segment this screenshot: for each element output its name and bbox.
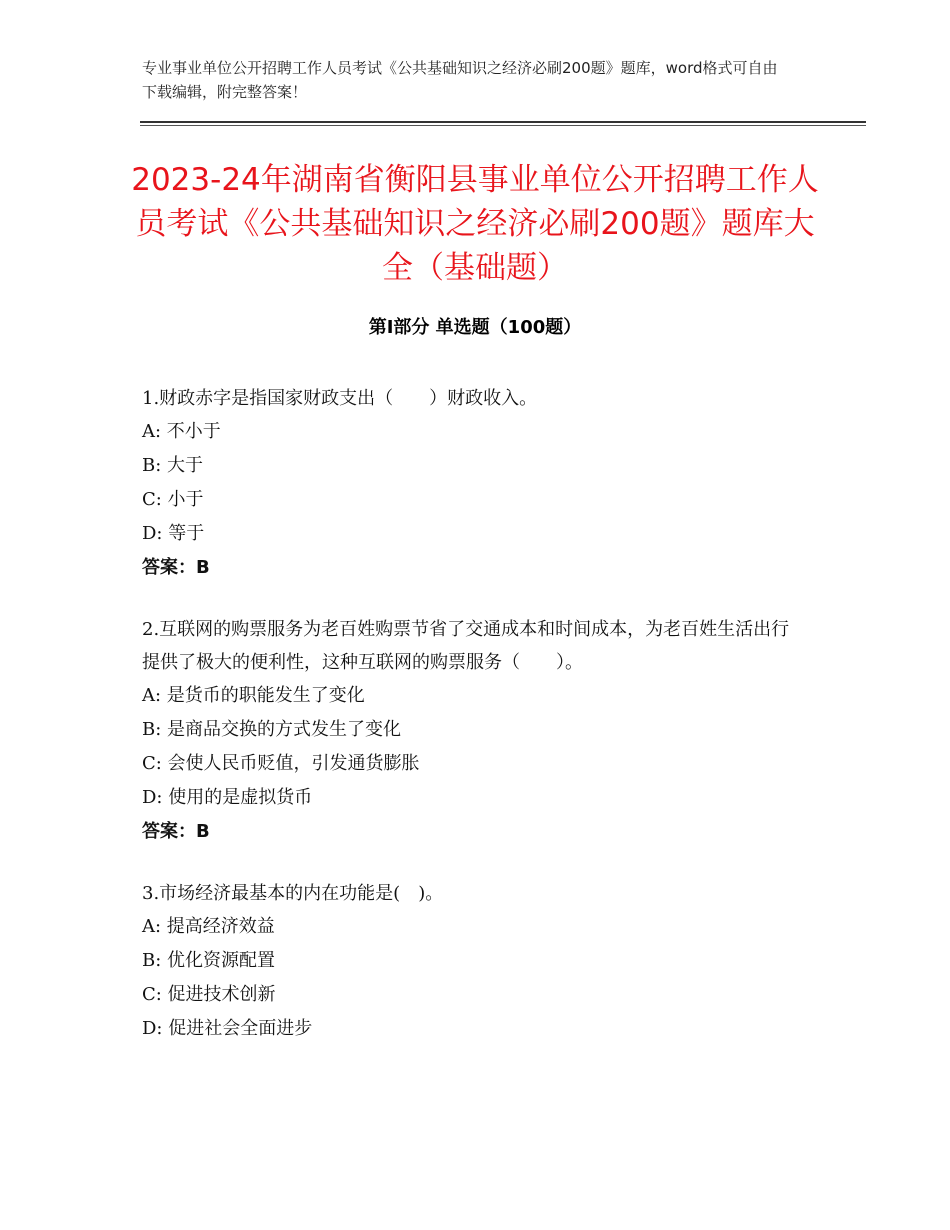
answer-label: 答案：B — [142, 821, 210, 842]
option-a: A: 不小于 — [142, 421, 221, 442]
question-stem: 3.市场经济最基本的内在功能是( )。 — [142, 883, 444, 904]
option-c: C: 小于 — [142, 489, 204, 510]
question-2 — [142, 613, 802, 849]
answer-label: 答案：B — [142, 557, 210, 578]
question-stem: 2.互联网的购票服务为老百姓购票节省了交通成本和时间成本，为老百姓生活出行提供了极大的便利性，这种互联网的购票服务（ ）。 — [142, 619, 790, 673]
question-3 — [142, 877, 802, 1046]
question-stem: 1.财政赤字是指国家财政支出（ ）财政收入。 — [142, 388, 538, 409]
question-1 — [142, 382, 802, 585]
option-d: D: 使用的是虚拟货币 — [142, 787, 313, 808]
header-divider — [140, 121, 866, 126]
document-title: 2023-24年湖南省衡阳县事业单位公开招聘工作人员考试《公共基础知识之经济必刷200题》题库大全（基础题） — [131, 162, 819, 286]
option-c: C: 会使人民币贬值，引发通货膨胀 — [142, 753, 420, 774]
section-title: 第Ⅰ部分 单选题（100题） — [368, 317, 582, 338]
header-note: 专业事业单位公开招聘工作人员考试《公共基础知识之经济必刷200题》题库，word格式可自由下载编辑，附完整答案！ — [142, 59, 778, 101]
option-b: B: 是商品交换的方式发生了变化 — [142, 719, 402, 740]
question-list — [142, 382, 802, 1074]
option-c: C: 促进技术创新 — [142, 984, 276, 1005]
option-d: D: 促进社会全面进步 — [142, 1018, 313, 1039]
option-a: A: 是货币的职能发生了变化 — [142, 685, 365, 706]
option-b: B: 大于 — [142, 455, 204, 476]
option-b: B: 优化资源配置 — [142, 950, 276, 971]
option-a: A: 提高经济效益 — [142, 916, 275, 937]
option-d: D: 等于 — [142, 523, 205, 544]
